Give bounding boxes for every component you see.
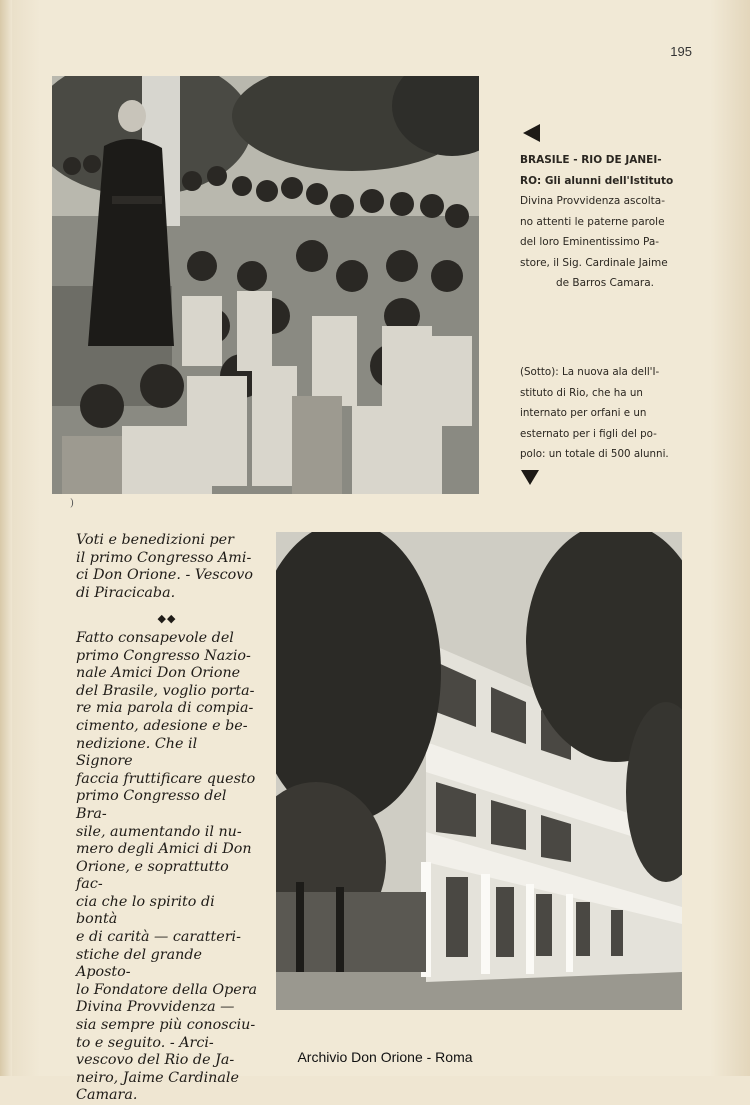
body-line: sia sempre più conosciu- xyxy=(76,1017,256,1034)
body-line: mero degli Amici di Don xyxy=(76,841,252,858)
caption-top-line: store, il Sig. Cardinale Jaime xyxy=(520,256,668,269)
article-heading xyxy=(76,532,258,602)
body-line: faccia fruttificare questo xyxy=(76,770,256,787)
caption-top-line: RO: Gli alunni dell'Istituto xyxy=(520,174,674,187)
body-line: del Brasile, voglio porta- xyxy=(76,682,255,699)
caption-bottom-line: stituto di Rio, che ha un xyxy=(520,386,643,399)
caption-bottom-line: internato per orfani e un xyxy=(520,407,647,419)
caption-bottom-line: (Sotto): La nuova ala dell'I- xyxy=(520,366,660,378)
body-line: e di carità — caratteri- xyxy=(76,929,241,946)
body-line: re mia parola di compia- xyxy=(76,700,254,717)
body-line: Divina Provvidenza — xyxy=(76,999,235,1016)
heading-line: di Piracicaba. xyxy=(76,584,176,601)
caption-top-line: de Barros Camara. xyxy=(555,277,655,289)
arrow-down-icon xyxy=(521,470,539,485)
body-line: Orione, e soprattutto fac- xyxy=(76,858,229,893)
body-line: Fatto consapevole del xyxy=(76,629,234,646)
heading-line: Voti e benedizioni per xyxy=(76,532,234,548)
section-divider: ◆◆ xyxy=(157,612,177,626)
body-line: to e seguito. - Arci- xyxy=(76,1034,214,1051)
body-line: nale Amici Don Orione xyxy=(76,665,241,682)
caption-top-line: del loro Eminentissimo Pa- xyxy=(520,236,660,248)
body-line: cimento, adesione e be- xyxy=(76,717,248,734)
caption-bottom-line: esternato per i figli del po- xyxy=(520,427,657,440)
body-line: neiro, Jaime Cardinale xyxy=(76,1069,239,1086)
photo-cardinal-with-students xyxy=(52,76,479,494)
body-line: stiche del grande Aposto- xyxy=(76,946,202,981)
page-number: 195 xyxy=(670,44,692,59)
caption-top-line: Divina Provvidenza ascolta- xyxy=(520,195,665,207)
article xyxy=(76,532,258,1105)
caption-top-line: no attenti le paterne parole xyxy=(520,215,665,228)
caption-top-line: BRASILE - RIO DE JANEI- xyxy=(520,154,662,166)
body-line: lo Fondatore della Opera xyxy=(76,981,258,998)
article-body xyxy=(76,630,258,1105)
margin-mark: ) xyxy=(70,498,74,509)
heading-line: il primo Congresso Ami- xyxy=(76,549,252,566)
photo-new-wing-building xyxy=(276,532,682,1010)
body-line: Camara. xyxy=(76,1087,138,1104)
body-line: sile, aumentando il nu- xyxy=(76,823,242,840)
body-line: vescovo del Rio de Ja- xyxy=(76,1052,235,1069)
caption-top xyxy=(520,150,690,294)
caption-bottom xyxy=(520,362,690,465)
body-line: nedizione. Che il Signore xyxy=(76,735,198,770)
body-line: primo Congresso Nazio- xyxy=(76,647,251,664)
body-line: primo Congresso del Bra- xyxy=(76,788,227,822)
caption-bottom-line: polo: un totale di 500 alunni. xyxy=(520,448,669,460)
footer-archive-credit: Archivio Don Orione - Roma xyxy=(297,1049,473,1065)
binding-edge xyxy=(0,0,12,1076)
body-line: cia che lo spirito di bontà xyxy=(76,893,215,928)
arrow-left-icon xyxy=(523,124,540,142)
heading-line: ci Don Orione. - Vescovo xyxy=(76,567,253,584)
